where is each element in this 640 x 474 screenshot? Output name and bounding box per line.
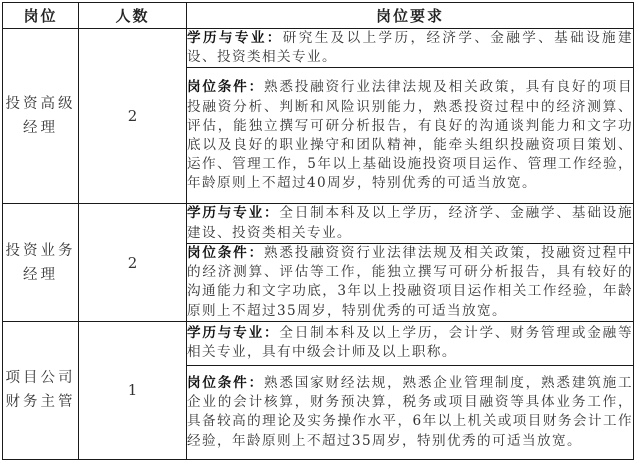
conditions-text: 熟悉投融资行业法律法规及相关政策，具有良好的项目投融资分析、判断和风险识别能力，熟悉投资过程中的经济测算、评估，能独立撰写可研分析报告，有良好的沟通谈判能力和文字功底以及良好的职业操守和团队精神，能牵头组织投融资项目策划、运作、管理工作，5年以上基础设施投资项目运作、管理工作经验，年龄原则上不超过40周岁，特别优秀的可适当放宽。 (187, 79, 633, 192)
education-requirement (187, 321, 634, 365)
conditions-label: 岗位条件： (187, 374, 264, 391)
table-row (3, 321, 634, 365)
table-row (3, 204, 634, 243)
education-requirement (187, 204, 634, 243)
column-header-requirements: 岗位要求 (187, 3, 634, 29)
conditions-label: 岗位条件： (187, 79, 264, 96)
column-header-headcount: 人数 (79, 3, 187, 29)
conditions-label: 岗位条件： (187, 244, 264, 261)
education-label: 学历与专业： (187, 30, 283, 46)
table-row (3, 29, 634, 68)
conditions-text: 熟悉国家财经法规，熟悉企业管理制度，熟悉建筑施工企业的会计核算，财务预决算，税务或项目融资等具体业务工作，具备较高的理论及实务操作水平，6年以上机关或项目财务会计工作经验，年龄原则上不超过35周岁，特别优秀的可适当放宽。 (187, 374, 633, 449)
table-header-row (3, 3, 634, 29)
conditions-requirement (187, 68, 634, 204)
conditions-requirement (187, 365, 634, 459)
position-cell: 项目公司财务主管 (3, 321, 79, 459)
headcount-cell: 1 (79, 321, 187, 459)
job-requirements-table (2, 2, 634, 460)
headcount-cell: 2 (79, 29, 187, 204)
education-text: 全日制本科及以上学历，会计学、财务管理或金融等相关专业，具有中级会计师及以上职称。 (187, 325, 633, 361)
conditions-text: 熟悉投融资资行业法律法规及相关政策，投融资过程中的经济测算、评估等工作，能独立撰写可研分析报告，具有较好的沟通能力和文字功底，3年以上投融资项目运作相关工作经验，年龄原则上不超过35周岁，特别优秀的可适当放宽。 (187, 244, 633, 319)
position-cell: 投资高级经理 (3, 29, 79, 204)
headcount-cell: 2 (79, 204, 187, 321)
education-text: 全日制本科及以上学历，经济学、金融学、基础设施建设、投资类相关专业。 (187, 205, 633, 241)
position-cell: 投资业务经理 (3, 204, 79, 321)
education-requirement (187, 29, 634, 68)
education-text: 研究生及以上学历，经济学、金融学、基础设施建设、投资类相关专业。 (187, 30, 633, 66)
column-header-position: 岗位 (3, 3, 79, 29)
education-label: 学历与专业： (187, 205, 280, 222)
education-label: 学历与专业： (187, 325, 280, 342)
conditions-requirement (187, 243, 634, 321)
